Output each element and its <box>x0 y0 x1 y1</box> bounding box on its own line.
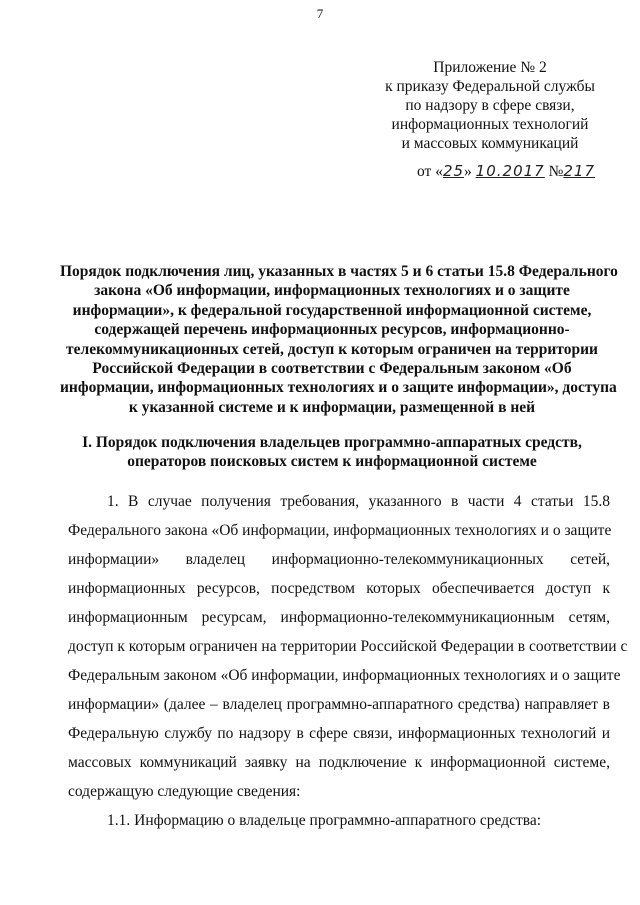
order-mid: » <box>464 163 472 180</box>
appendix-line: к приказу Федеральной службы <box>385 78 595 95</box>
paragraph-line: 1. В случае получения требования, указанного в части 4 статьи 15.8 <box>107 493 610 510</box>
section-line: I. Порядок подключения владельцев программно-аппаратных средств, <box>82 434 582 451</box>
document-title <box>60 262 618 417</box>
paragraph-line: Федерального закона «Об информации, информационных технологиях и о защите <box>68 522 612 539</box>
section-line: операторов поисковых систем к информационной системе <box>127 453 537 471</box>
order-day: 25 <box>442 162 465 180</box>
title-line: Российской Федерации в соответствии с Федеральным законом «Об <box>92 360 572 378</box>
appendix-line: и массовых коммуникаций <box>401 135 579 152</box>
paragraph-line: Федеральную службу по надзору в сфере связи, информационных технологий и <box>68 725 610 742</box>
title-line: содержащей перечень информационных ресурсов, информационно- <box>94 321 570 339</box>
paragraph-line: Федеральным законом «Об информации, информационных технологиях и о защите <box>68 667 621 684</box>
order-prefix: от « <box>417 163 443 180</box>
paragraph-line: информации» владелец информационно-телекоммуникационных сетей, <box>68 551 610 568</box>
paragraph-line: информационных ресурсов, посредством которых обеспечивается доступ к <box>68 580 610 597</box>
paragraph-line: содержащую следующие сведения: <box>68 783 301 800</box>
paragraph-line: доступ к которым ограничен на территории Российской Федерации в соответствии с <box>68 638 628 655</box>
title-line: телекоммуникационных сетей, доступ к которым ограничен на территории <box>66 340 598 358</box>
paragraph-line: информационным ресурсам, информационно-телекоммуникационным сетям, <box>68 609 610 626</box>
page-number: 7 <box>316 6 324 21</box>
paragraph-line: информации» (далее – владелец программно-аппаратного средства) направляет в <box>68 696 610 713</box>
appendix-line: информационных технологий <box>391 116 589 133</box>
appendix-line: Приложение № 2 <box>433 59 547 76</box>
section-heading <box>60 433 604 472</box>
paragraph-line: массовых коммуникаций заявку на подключение к информационной системе, <box>68 754 610 771</box>
title-line: информации, информационных технологиях и о защите информации», доступа <box>60 379 617 397</box>
appendix-header <box>370 58 610 153</box>
paragraph-line: 1.1. Информацию о владельце программно-аппаратного средства: <box>107 812 542 829</box>
appendix-line: по надзору в сфере связи, <box>405 97 575 114</box>
order-date: 10.2017 <box>475 162 545 180</box>
title-line: к указанной системе и к информации, размещенной в ней <box>128 398 536 416</box>
order-date-number <box>417 162 595 181</box>
title-line: закона «Об информации, информационных технологиях и о защите <box>94 282 570 300</box>
order-number: 217 <box>563 162 596 180</box>
title-line: информации», к федеральной государственной информационной системе, <box>72 301 592 319</box>
order-number-label: № <box>548 163 564 180</box>
title-line: Порядок подключения лиц, указанных в частях 5 и 6 статьи 15.8 Федерального <box>60 263 618 280</box>
